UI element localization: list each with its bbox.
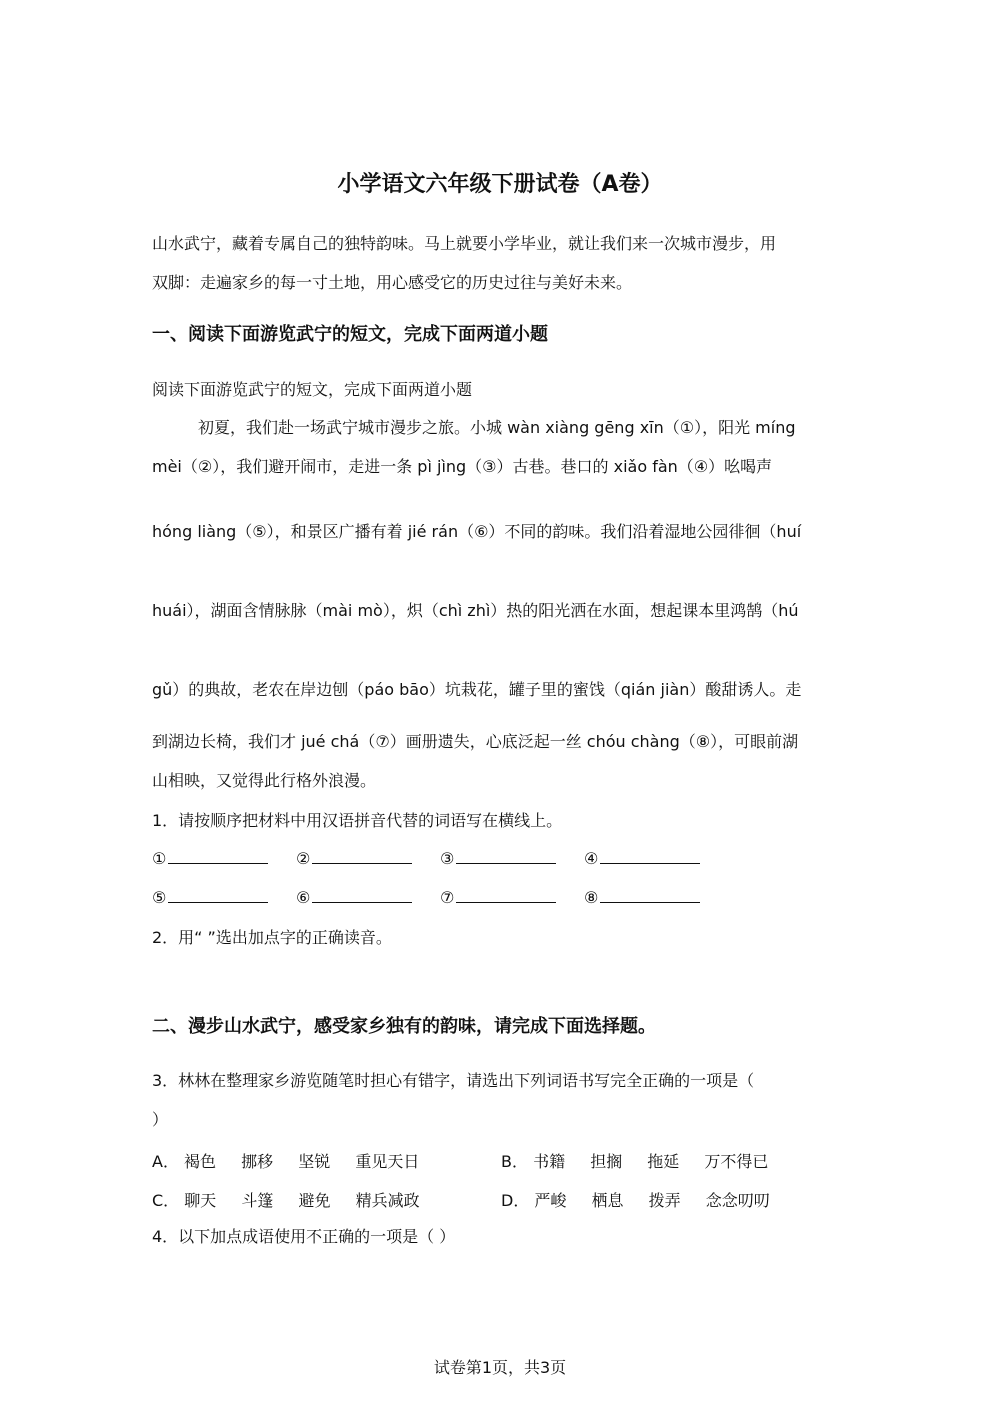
question-3-line-2: ）: [152, 1110, 169, 1129]
intro-line-1: 山水武宁，藏着专属自己的独特韵味。马上就要小学毕业，就让我们来一次城市漫步，用: [152, 234, 777, 253]
option-label: B．: [501, 1152, 528, 1171]
option-word: 斗篷: [241, 1191, 274, 1210]
option-word: 担搁: [590, 1152, 623, 1171]
answer-blank-5[interactable]: [152, 888, 268, 907]
blank-line[interactable]: [312, 849, 412, 864]
option-word: 精兵减政: [355, 1191, 420, 1210]
blank-line[interactable]: [600, 849, 700, 864]
passage-line-3: hóng liàng（⑤），和景区广播有着 jié rán（⑥）不同的韵味。我们沿着湿地公园徘徊（huí: [152, 522, 802, 541]
passage-line-2: mèi（②），我们避开闹市，走进一条 pì jìng（③）古巷。巷口的 xiǎo fàn（④）吆喝声: [152, 457, 773, 476]
option-word: 重见天日: [355, 1152, 420, 1171]
blank-number: ②: [296, 849, 311, 868]
question-1: 1．请按顺序把材料中用汉语拼音代替的词语写在横线上。: [152, 811, 563, 830]
option-word: 拖延: [647, 1152, 680, 1171]
answer-blank-1[interactable]: [152, 849, 268, 868]
blank-line[interactable]: [168, 888, 268, 903]
option-word: 栖息: [591, 1191, 624, 1210]
answer-blank-8[interactable]: [584, 888, 700, 907]
passage-line-6: 到湖边长椅，我们才 jué chá（⑦）画册遗失，心底泛起一丝 chóu chàng（⑧），可眼前湖: [152, 732, 799, 751]
passage-line-4: huái），湖面含情脉脉（mài mò），炽（chì zhì）热的阳光洒在水面，想起课本里鸿鹄（hú: [152, 601, 799, 620]
option-word: 严峻: [534, 1191, 567, 1210]
answer-blank-7[interactable]: [440, 888, 556, 907]
page-footer: 试卷第1页，共3页: [433, 1358, 567, 1377]
answer-blank-4[interactable]: [584, 849, 700, 868]
option-c[interactable]: [152, 1188, 440, 1211]
option-word: 褐色: [184, 1152, 217, 1171]
passage-line-7: 山相映，又觉得此行格外浪漫。: [152, 771, 377, 790]
passage-line-5: gǔ）的典故，老农在岸边刨（páo bāo）坑栽花，罐子里的蜜饯（qián jiàn）酸甜诱人。走: [152, 680, 802, 699]
answer-blank-3[interactable]: [440, 849, 556, 868]
option-word: 坚锐: [298, 1152, 331, 1171]
option-word: 聊天: [184, 1191, 217, 1210]
blank-number: ①: [152, 849, 167, 868]
blank-line[interactable]: [456, 849, 556, 864]
option-word: 万不得已: [704, 1152, 769, 1171]
blank-number: ⑧: [584, 888, 599, 907]
passage-line-1: 初夏，我们赴一场武宁城市漫步之旅。小城 wàn xiàng gēng xīn（①），阳光 míng: [198, 418, 796, 437]
blank-number: ③: [440, 849, 455, 868]
option-label: A．: [152, 1152, 179, 1171]
question-4: 4．以下加点成语使用不正确的一项是（ ）: [152, 1227, 456, 1246]
blank-number: ⑤: [152, 888, 167, 907]
question-3-line-1: 3．林林在整理家乡游览随笔时担心有错字，请选出下列词语书写完全正确的一项是（: [152, 1071, 755, 1090]
blank-number: ④: [584, 849, 599, 868]
option-d[interactable]: [501, 1188, 790, 1211]
section2-heading: 二、漫步山水武宁，感受家乡独有的韵味，请完成下面选择题。: [152, 1016, 656, 1037]
option-label: C．: [152, 1191, 180, 1210]
option-word: 挪移: [241, 1152, 274, 1171]
option-b[interactable]: [501, 1149, 788, 1172]
option-a[interactable]: [152, 1149, 439, 1172]
blank-line[interactable]: [456, 888, 556, 903]
option-word: 避免: [298, 1191, 331, 1210]
answer-blank-2[interactable]: [296, 849, 412, 868]
option-label: D．: [501, 1191, 530, 1210]
intro-line-2: 双脚：走遍家乡的每一寸土地，用心感受它的历史过往与美好未来。: [152, 273, 633, 292]
option-word: 拨弄: [648, 1191, 681, 1210]
option-word: 念念叨叨: [705, 1191, 770, 1210]
blank-line[interactable]: [168, 849, 268, 864]
section1-heading: 一、阅读下面游览武宁的短文，完成下面两道小题: [152, 324, 548, 345]
question-2: 2．用“ ”选出加点字的正确读音。: [152, 928, 392, 947]
section1-subheading: 阅读下面游览武宁的短文，完成下面两道小题: [152, 380, 473, 399]
answer-blank-6[interactable]: [296, 888, 412, 907]
blank-number: ⑦: [440, 888, 455, 907]
option-word: 书籍: [533, 1152, 566, 1171]
blank-line[interactable]: [312, 888, 412, 903]
page-title: 小学语文六年级下册试卷（A卷）: [337, 172, 663, 197]
blank-number: ⑥: [296, 888, 311, 907]
blank-line[interactable]: [600, 888, 700, 903]
